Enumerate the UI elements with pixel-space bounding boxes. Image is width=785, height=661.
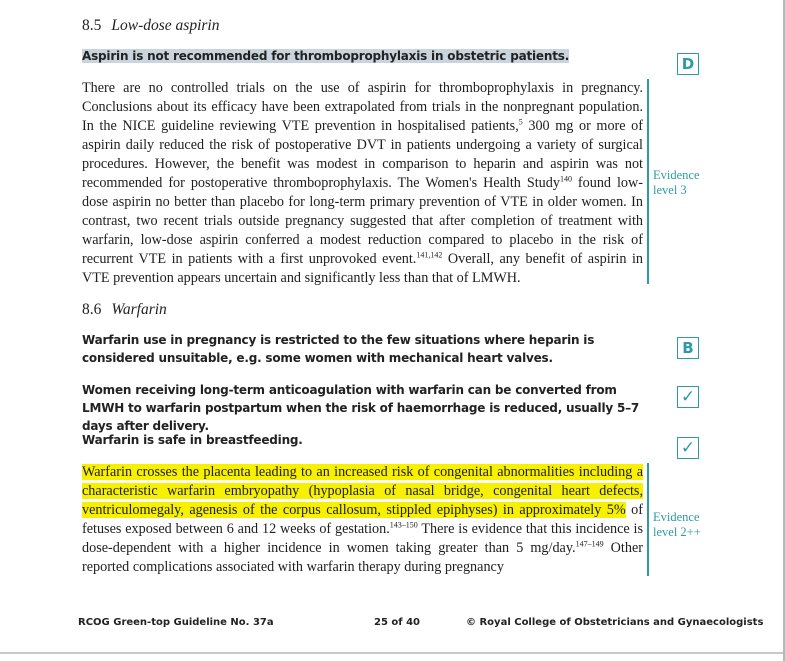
citation-superscript: 141,142 [416,250,443,260]
footer-page-number: 25 of 40 [374,617,421,628]
section-number: 8.5 [82,17,102,34]
paragraph-text [82,79,643,288]
text-run: There are no controlled trials on the use of aspirin for thromboprophylaxis in pregnancy. Conclusions about its efficacy have been extrapolated from trials in the nonpregnant population. In the NICE guideline reviewing VTE prevention in hospitalised patients, [82,80,643,134]
text-run: There is evidence that this incidence is dose-dependent with a higher incidence in women taking greater than 5 mg/day. [82,521,643,556]
citation-superscript: 140 [559,174,572,184]
citation-superscript: 147–149 [575,539,604,549]
text-run: 300 mg or more of aspirin daily reduced the risk of postoperative DVT in patients undergoing a variety of surgical procedures. However, the benefit was modest in comparison to heparin and aspirin was not recommended for postoperative thromboprophylaxis. The Women's Health Study [82,118,643,191]
evidence-level-3: Evidence level 3 [653,168,700,197]
good-practice-check-icon: ✓ [677,386,699,408]
good-practice-check-icon: ✓ [677,437,699,459]
citation-superscript: 5 [518,117,523,127]
highlighted-text: Warfarin crosses the placenta leading to an increased risk of congenital abnormalities including a characteristic warfarin embryopathy (hypoplasia of nasal bridge, congenital heart defects, ventriculomegaly, agenesis of the corpus callosum, stippled epiphyses) in approximately 5% [82,464,643,518]
paragraph-aspirin-evidence [82,79,643,288]
section-number: 8.6 [82,301,102,318]
section-heading-8-5 [82,17,219,35]
evidence-side-rule [647,79,649,284]
grade-badge-d: D [677,53,699,75]
recommendation-warfarin-postpartum: Women receiving long-term anticoagulation with warfarin can be converted from LMWH to warfarin postpartum when the risk of haemorrhage is reduced, usually 5–7 days after delivery. [82,383,640,433]
text-run: of fetuses exposed between 6 and 12 weeks of gestation. [82,502,643,537]
recommendation-warfarin-use: Warfarin use in pregnancy is restricted to the few situations where heparin is considered unsuitable, e.g. some women with mechanical heart valves. [82,333,595,365]
grade-badge-b: B [677,337,699,359]
section-title: Warfarin [111,301,167,318]
page-bottom-edge [0,652,785,654]
text-run: Overall, any benefit of aspirin in VTE prevention appears uncertain and significantly less than that of LMWH. [82,251,643,286]
footer-copyright: © Royal College of Obstetricians and Gynaecologists [466,617,764,628]
text-run: found low-dose aspirin no better than placebo for long-term primary prevention of VTE in older women. In contrast, two recent trials outside pregnancy suggested that after completion of treatment with warfarin, low-dose aspirin conferred a modest reduction compared to placebo in the risk of recurrent VTE in patients with a first unprovoked event. [82,175,643,267]
paragraph-text [82,463,643,577]
section-heading-8-6 [82,301,167,319]
citation-superscript: 143–150 [389,520,418,530]
section-title: Low-dose aspirin [111,17,220,34]
evidence-side-rule [647,463,649,576]
recommendation-warfarin-breastfeeding: Warfarin is safe in breastfeeding. [82,433,303,447]
footer-guideline-number: RCOG Green-top Guideline No. 37a [78,617,274,628]
evidence-level-2pp: Evidence level 2++ [653,510,701,539]
highlighted-recommendation-text: Aspirin is not recommended for thromboprophylaxis in obstetric patients. [82,49,570,63]
recommendation-aspirin [82,47,648,65]
paragraph-warfarin-evidence [82,463,643,577]
text-run: Other reported complications associated with warfarin therapy during pregnancy [82,540,643,575]
